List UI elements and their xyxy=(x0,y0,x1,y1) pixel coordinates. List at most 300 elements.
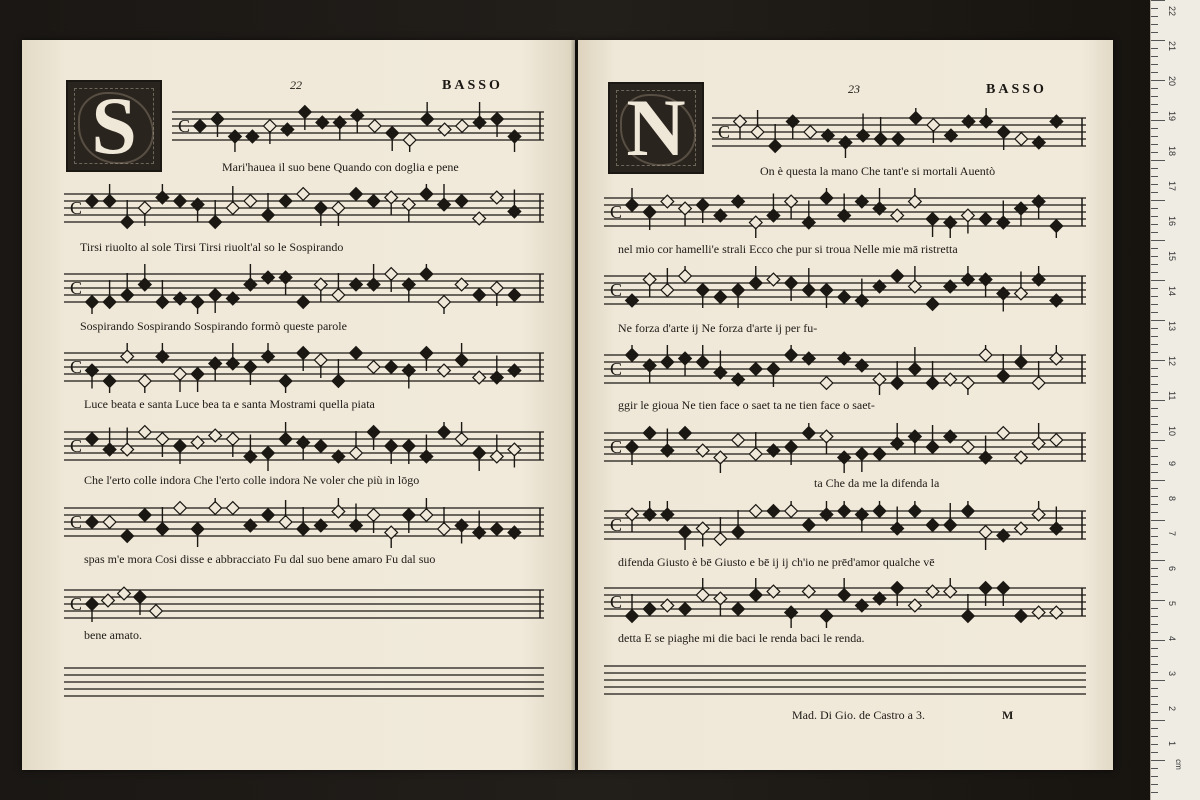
note xyxy=(264,120,277,133)
ruler-tick xyxy=(1151,384,1158,385)
note xyxy=(102,594,115,607)
note xyxy=(209,502,222,515)
note xyxy=(714,533,727,546)
ruler-tick xyxy=(1151,24,1158,25)
note xyxy=(1050,294,1063,307)
note xyxy=(909,195,922,208)
decorated-initial-s xyxy=(66,80,162,172)
note xyxy=(714,291,727,304)
note xyxy=(909,505,922,518)
note xyxy=(714,366,727,379)
note xyxy=(156,350,169,363)
note xyxy=(1015,133,1028,146)
note xyxy=(997,370,1010,383)
note xyxy=(244,519,257,532)
staff-7 xyxy=(604,578,1086,610)
note xyxy=(696,522,709,535)
ruler-tick xyxy=(1151,184,1158,185)
note xyxy=(156,296,169,309)
lyric-line-7: bene amato. xyxy=(84,628,142,642)
mensuration-sign: C xyxy=(70,512,83,532)
ruler-tick xyxy=(1151,328,1158,329)
note xyxy=(174,195,187,208)
ruler-tick xyxy=(1151,264,1158,265)
note xyxy=(749,277,762,290)
ruler-tick xyxy=(1151,720,1165,721)
staff-3 xyxy=(64,264,544,296)
note xyxy=(891,522,904,535)
note xyxy=(103,375,116,388)
note xyxy=(892,133,905,146)
note xyxy=(209,429,222,442)
ruler-tick xyxy=(1151,624,1158,625)
ruler-number: 4 xyxy=(1167,636,1177,642)
note xyxy=(891,270,904,283)
note xyxy=(385,268,398,281)
note xyxy=(785,349,798,362)
note xyxy=(839,136,852,149)
ruler-tick xyxy=(1151,752,1158,753)
note xyxy=(626,441,639,454)
note xyxy=(279,375,292,388)
note xyxy=(979,582,992,595)
note xyxy=(420,450,433,463)
note xyxy=(1032,606,1045,619)
ruler-number: 11 xyxy=(1167,391,1177,401)
note xyxy=(473,371,486,384)
note xyxy=(944,519,957,532)
note xyxy=(926,585,939,598)
ruler-tick xyxy=(1151,400,1165,401)
note xyxy=(926,441,939,454)
note xyxy=(997,427,1010,440)
note xyxy=(874,133,887,146)
lyric-line-3: Sospirando Sospirando Sospirando formò queste parole xyxy=(80,319,347,333)
note xyxy=(367,278,380,291)
note xyxy=(86,364,99,377)
ruler-tick xyxy=(1151,760,1165,761)
note xyxy=(297,188,310,201)
ruler-tick xyxy=(1151,280,1165,281)
ruler-tick xyxy=(1151,544,1158,545)
note xyxy=(1032,136,1045,149)
note xyxy=(873,592,886,605)
ruler-number: 19 xyxy=(1167,111,1177,122)
note xyxy=(473,116,486,129)
note xyxy=(508,526,521,539)
note xyxy=(822,129,835,142)
ruler-tick xyxy=(1151,712,1158,713)
note xyxy=(246,130,259,143)
ruler-tick xyxy=(1151,360,1165,361)
note xyxy=(820,430,833,443)
mensuration-sign: C xyxy=(178,116,191,136)
note xyxy=(279,271,292,284)
note xyxy=(820,508,833,521)
note xyxy=(855,508,868,521)
note xyxy=(333,116,346,129)
note xyxy=(103,443,116,456)
note xyxy=(1032,273,1045,286)
note xyxy=(962,115,975,128)
note xyxy=(997,216,1010,229)
note xyxy=(314,202,327,215)
initial-letter: N xyxy=(626,82,686,173)
ruler-tick xyxy=(1151,80,1165,81)
note xyxy=(438,523,451,536)
mensuration-sign: C xyxy=(610,280,623,300)
staff-3 xyxy=(604,266,1086,298)
note xyxy=(873,373,886,386)
note xyxy=(997,287,1010,300)
note xyxy=(211,113,224,126)
note xyxy=(1015,356,1028,369)
note xyxy=(279,516,292,529)
note xyxy=(244,361,257,374)
mensuration-sign: C xyxy=(70,594,83,614)
ruler-tick xyxy=(1151,584,1158,585)
ruler-tick xyxy=(1151,224,1158,225)
staff-svg xyxy=(604,188,1086,238)
note xyxy=(749,505,762,518)
ruler-tick xyxy=(1151,552,1158,553)
ruler-tick xyxy=(1151,144,1158,145)
ruler-tick xyxy=(1151,680,1165,681)
ruler-number: 12 xyxy=(1167,356,1177,367)
note xyxy=(945,129,958,142)
ruler-tick xyxy=(1151,616,1158,617)
mensuration-sign: C xyxy=(70,198,83,218)
note xyxy=(402,509,415,522)
mensuration-sign: C xyxy=(70,436,83,456)
note xyxy=(508,443,521,456)
note xyxy=(661,195,674,208)
right-page xyxy=(578,40,1113,770)
note xyxy=(455,195,468,208)
ruler-tick xyxy=(1151,448,1158,449)
note xyxy=(118,587,131,600)
lyric-line-2: nel mio cor hamelli'e strali Ecco che pur si troua Nelle mie mā ristretta xyxy=(618,242,958,256)
note xyxy=(661,508,674,521)
note xyxy=(226,502,239,515)
note xyxy=(643,359,656,372)
note xyxy=(314,519,327,532)
note xyxy=(385,440,398,453)
note xyxy=(385,526,398,539)
staff-svg xyxy=(64,498,544,548)
staff-svg xyxy=(604,501,1086,551)
note xyxy=(838,291,851,304)
page-footer: Mad. Di Gio. de Castro a 3. xyxy=(792,708,925,722)
lyric-line-1: Mari'hauea il suo bene Quando con doglia e pene xyxy=(222,160,459,174)
ruler-number: 7 xyxy=(1167,531,1177,537)
note xyxy=(455,278,468,291)
note xyxy=(1015,202,1028,215)
ruler-tick xyxy=(1151,640,1165,641)
note xyxy=(767,505,780,518)
ruler-number: 22 xyxy=(1167,6,1177,17)
ruler-tick xyxy=(1151,688,1158,689)
ruler-tick xyxy=(1151,296,1158,297)
ruler-tick xyxy=(1151,456,1158,457)
signature-mark: M xyxy=(1002,708,1014,722)
lyric-line-3: Ne forza d'arte ij Ne forza d'arte ij per fu- xyxy=(618,321,818,335)
note xyxy=(643,603,656,616)
ruler-tick xyxy=(1151,336,1158,337)
note xyxy=(979,451,992,464)
note xyxy=(297,436,310,449)
staff-svg xyxy=(64,422,544,472)
note xyxy=(679,427,692,440)
note xyxy=(643,427,656,440)
note xyxy=(838,209,851,222)
ruler-tick xyxy=(1151,32,1158,33)
note xyxy=(86,516,99,529)
note xyxy=(891,209,904,222)
ruler-tick xyxy=(1151,192,1158,193)
note xyxy=(194,120,207,133)
note xyxy=(1015,610,1028,623)
note xyxy=(891,377,904,390)
note xyxy=(262,350,275,363)
note xyxy=(191,436,204,449)
note xyxy=(802,284,815,297)
ruler-tick xyxy=(1151,704,1158,705)
ruler-tick xyxy=(1151,504,1158,505)
note xyxy=(944,216,957,229)
lyric-line-2: Tirsi riuolto al sole Tirsi Tirsi riuolt'al so le Sospirando xyxy=(80,240,344,254)
note xyxy=(350,447,363,460)
note xyxy=(661,444,674,457)
ruler-tick xyxy=(1151,256,1158,257)
note xyxy=(1050,220,1063,233)
note xyxy=(820,284,833,297)
lyric-line-1: On è questa la mano Che tant'e si mortali Auentò xyxy=(760,164,996,178)
note xyxy=(767,585,780,598)
ruler-tick xyxy=(1151,568,1158,569)
note xyxy=(643,508,656,521)
staff-5 xyxy=(604,423,1086,455)
staff-svg xyxy=(712,108,1086,158)
note xyxy=(734,115,747,128)
ruler-tick xyxy=(1151,472,1158,473)
note xyxy=(403,134,416,147)
ruler-tick xyxy=(1151,120,1165,121)
note xyxy=(732,373,745,386)
note xyxy=(314,440,327,453)
note xyxy=(1050,352,1063,365)
note xyxy=(767,444,780,457)
note xyxy=(262,509,275,522)
note xyxy=(749,216,762,229)
note xyxy=(421,113,434,126)
ruler-tick xyxy=(1151,728,1158,729)
note xyxy=(962,505,975,518)
ruler-tick xyxy=(1151,368,1158,369)
note xyxy=(714,451,727,464)
note xyxy=(855,359,868,372)
note xyxy=(473,447,486,460)
note xyxy=(802,352,815,365)
ruler-tick xyxy=(1151,600,1165,601)
note xyxy=(1032,377,1045,390)
note xyxy=(121,289,134,302)
note xyxy=(785,606,798,619)
note xyxy=(150,605,163,618)
note xyxy=(979,349,992,362)
note xyxy=(857,129,870,142)
ruler-unit: cm xyxy=(1173,759,1183,770)
note xyxy=(350,519,363,532)
ruler-tick xyxy=(1151,48,1158,49)
ruler-tick xyxy=(1151,536,1158,537)
note xyxy=(785,441,798,454)
note xyxy=(156,433,169,446)
note xyxy=(367,361,380,374)
note xyxy=(909,280,922,293)
note xyxy=(350,278,363,291)
note xyxy=(490,523,503,536)
ruler-tick xyxy=(1151,736,1158,737)
part-header: BASSO xyxy=(442,78,503,93)
note xyxy=(244,450,257,463)
note xyxy=(749,363,762,376)
ruler-tick xyxy=(1151,392,1158,393)
note xyxy=(490,282,503,295)
note xyxy=(1050,434,1063,447)
note xyxy=(732,603,745,616)
ruler-tick xyxy=(1151,160,1165,161)
note xyxy=(298,106,311,119)
ruler-tick xyxy=(1151,128,1158,129)
note xyxy=(679,603,692,616)
ruler-number: 13 xyxy=(1167,321,1177,332)
note xyxy=(767,209,780,222)
note xyxy=(749,589,762,602)
note xyxy=(997,529,1010,542)
ruler-tick xyxy=(1151,440,1165,441)
note xyxy=(838,505,851,518)
ruler-tick xyxy=(1151,656,1158,657)
initial-letter: S xyxy=(91,80,137,171)
staff-svg xyxy=(64,264,544,314)
note xyxy=(1050,606,1063,619)
lyric-line-4: Luce beata e santa Luce bea ta e santa Mostrami quella piata xyxy=(84,397,375,411)
ruler-tick xyxy=(1151,424,1158,425)
note xyxy=(473,289,486,302)
ruler-tick xyxy=(1151,272,1158,273)
lyric-line-4: ggir le gioua Ne tien face o saet ta ne tien face o saet- xyxy=(618,398,875,412)
ruler-tick xyxy=(1151,592,1158,593)
note xyxy=(134,591,147,604)
lyric-line-7: detta E se piaghe mi die baci le renda baci le renda. xyxy=(618,631,865,645)
folio-number: 22 xyxy=(290,78,302,92)
note xyxy=(138,202,151,215)
ruler-tick xyxy=(1151,632,1158,633)
note xyxy=(508,130,521,143)
ruler-number: 8 xyxy=(1167,496,1177,502)
note xyxy=(351,109,364,122)
note xyxy=(368,120,381,133)
staff-svg xyxy=(604,656,1086,706)
note xyxy=(244,278,257,291)
ruler-number: 2 xyxy=(1167,706,1177,712)
note xyxy=(103,516,116,529)
ruler-tick xyxy=(1151,176,1158,177)
ruler-tick xyxy=(1151,0,1165,1)
note xyxy=(696,444,709,457)
staff-5 xyxy=(64,422,544,454)
note xyxy=(191,296,204,309)
mensuration-sign: C xyxy=(610,202,623,222)
staff-svg xyxy=(604,266,1086,316)
note xyxy=(1032,508,1045,521)
staff-svg xyxy=(64,658,544,708)
note xyxy=(909,363,922,376)
note xyxy=(767,363,780,376)
note xyxy=(156,523,169,536)
note xyxy=(402,364,415,377)
ruler-tick xyxy=(1151,576,1158,577)
note xyxy=(855,599,868,612)
note xyxy=(997,582,1010,595)
note xyxy=(121,216,134,229)
ruler-tick xyxy=(1151,792,1158,793)
note xyxy=(785,195,798,208)
staff-4 xyxy=(64,343,544,375)
ruler-number: 16 xyxy=(1167,216,1177,227)
ruler-tick xyxy=(1151,168,1158,169)
note xyxy=(121,443,134,456)
note xyxy=(138,278,151,291)
note xyxy=(820,192,833,205)
note xyxy=(926,298,939,311)
note xyxy=(696,589,709,602)
note xyxy=(121,530,134,543)
ruler-tick xyxy=(1151,136,1158,137)
ruler-number: 1 xyxy=(1167,741,1177,747)
note xyxy=(785,505,798,518)
ruler-number: 15 xyxy=(1167,251,1177,262)
note xyxy=(1015,522,1028,535)
ruler-tick xyxy=(1151,416,1158,417)
ruler-tick xyxy=(1151,432,1158,433)
note xyxy=(138,375,151,388)
staff-1 xyxy=(172,102,544,134)
ruler-tick xyxy=(1151,464,1158,465)
ruler-tick xyxy=(1151,496,1158,497)
note xyxy=(385,361,398,374)
ruler-number: 6 xyxy=(1167,566,1177,572)
note xyxy=(696,356,709,369)
note xyxy=(367,509,380,522)
part-header: BASSO xyxy=(986,82,1047,97)
ruler-tick xyxy=(1151,648,1158,649)
note xyxy=(962,610,975,623)
note xyxy=(420,347,433,360)
note xyxy=(909,599,922,612)
note xyxy=(661,284,674,297)
note xyxy=(1015,287,1028,300)
ruler-tick xyxy=(1151,528,1158,529)
note xyxy=(1050,522,1063,535)
note xyxy=(679,202,692,215)
note xyxy=(838,451,851,464)
note xyxy=(438,426,451,439)
note xyxy=(714,209,727,222)
note xyxy=(873,505,886,518)
ruler-tick xyxy=(1151,512,1158,513)
